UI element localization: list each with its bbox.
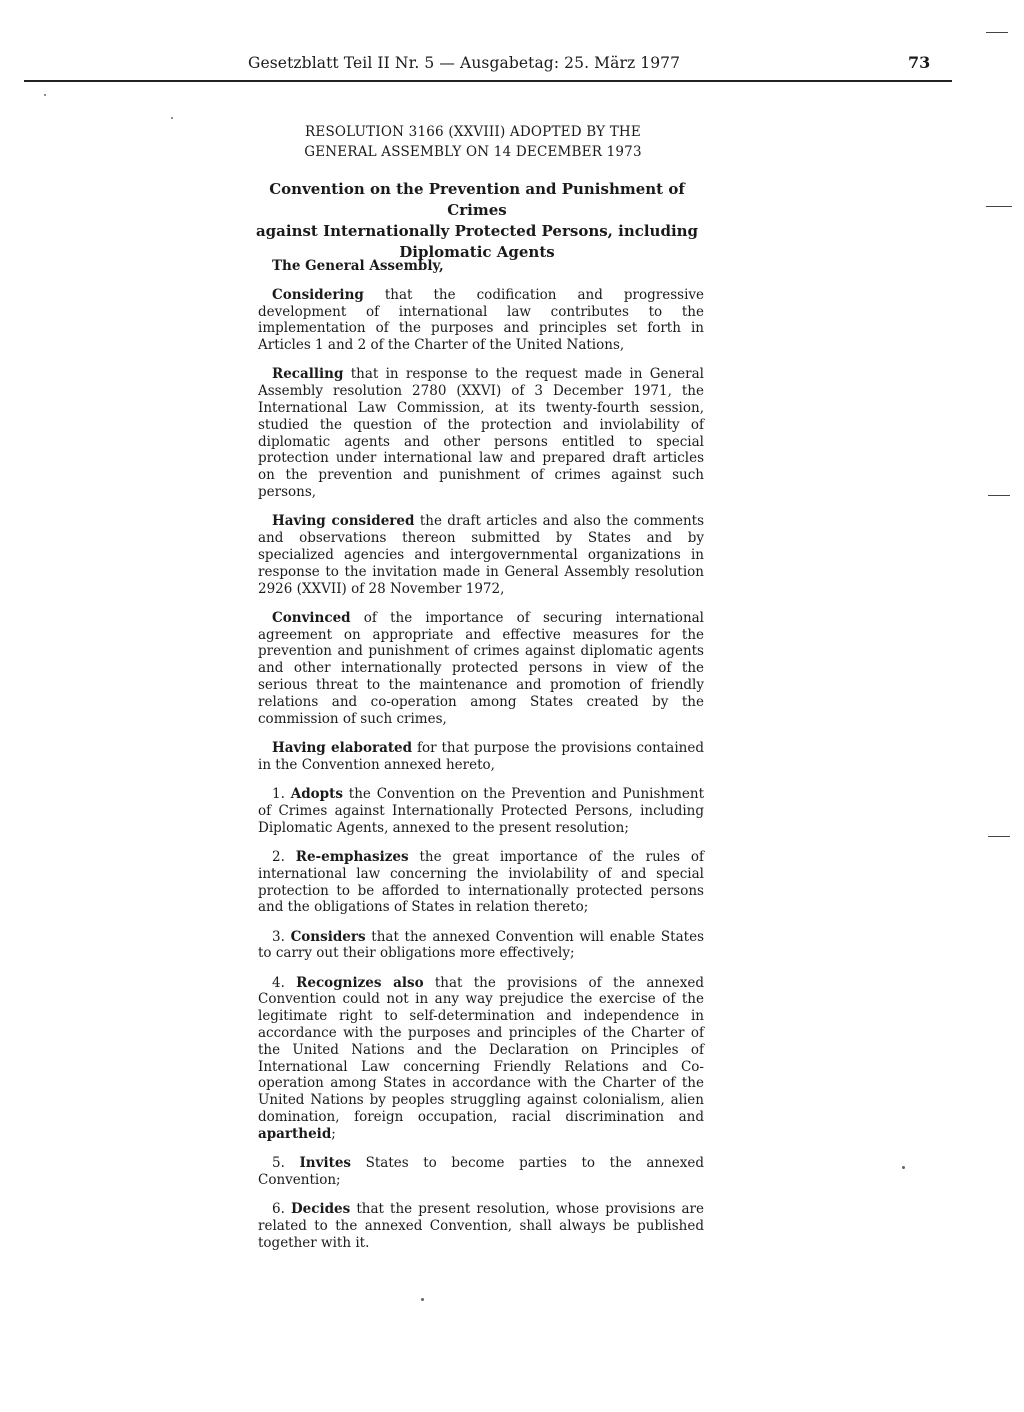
paragraph-text: that the provisions of the annexed Convention could not in any way prejudice the exercise of the legitimate right to self-determination and independence in accordance with the purposes and principles of the Charter of the United Nations and the Declaration on Principles of International Law concerning Friendly Relations and Co-operation among States in accordance with the Charter of the United Nations by peoples struggling against colonialism, alien domination, foreign occupation, racial discrimination and [258, 974, 704, 1126]
paragraph-lead: Having elaborated [272, 739, 413, 756]
resolution-title-line-1: RESOLUTION 3166 (XXVIII) ADOPTED BY THE [305, 124, 641, 140]
operative-paragraph-3 [258, 929, 704, 963]
margin-mark [986, 32, 1008, 33]
paragraph-number: 4. [272, 974, 297, 991]
paragraph-lead: Recognizes also [296, 974, 424, 991]
header-rule [24, 80, 952, 82]
salutation-text: The General Assembly, [272, 258, 444, 274]
paragraph-number: 5. [272, 1155, 300, 1172]
resolution-title-line-2: GENERAL ASSEMBLY ON 14 DECEMBER 1973 [304, 144, 642, 160]
operative-paragraph-6 [258, 1201, 704, 1251]
convention-title-line-1: Convention on the Prevention and Punishment of Crimes [269, 180, 685, 219]
paragraph-lead: Having considered [272, 513, 415, 530]
paragraph-lead: Recalling [272, 366, 344, 383]
resolution-title [258, 122, 688, 162]
paragraph-lead: Re-emphasizes [295, 848, 409, 865]
scan-speck [421, 1298, 424, 1301]
paragraph-text: that the codification and progressive development of international law contributes to the implementation of the purposes and principles set forth in Articles 1 and 2 of the Charter of the United Nations, [258, 286, 704, 354]
page-number: 73 [908, 53, 931, 72]
paragraph-lead: Considering [272, 286, 364, 303]
preamble-recalling [258, 366, 704, 500]
paragraph-lead: Convinced [272, 609, 351, 626]
paragraph-text: for that purpose the provisions contained in the Convention annexed hereto, [258, 739, 704, 773]
paragraph-lead: Decides [290, 1201, 351, 1218]
preamble-convinced [258, 610, 704, 728]
operative-paragraph-1 [258, 786, 704, 836]
operative-paragraph-5 [258, 1155, 704, 1189]
scan-speck [44, 94, 46, 96]
paragraph-lead: Invites [299, 1155, 352, 1172]
paragraph-text: the Convention on the Prevention and Punishment of Crimes against Internationally Protected Persons, including Diplomatic Agents, annexed to the present resolution; [258, 786, 705, 836]
paragraph-text: that in response to the request made in General Assembly resolution 2780 (XXVI) of 3 December 1971, the International Law Commission, at its twenty-fourth session, studied the question of the protection and inviolability of diplomatic agents and other persons entitled to special protection under international law and prepared draft articles on the prevention and punishment of crimes against such persons, [258, 366, 704, 501]
paragraph-lead: Adopts [290, 786, 343, 803]
salutation [258, 258, 704, 275]
margin-mark [988, 495, 1010, 496]
paragraph-tail-bold: apartheid [258, 1125, 332, 1142]
paragraph-text: that the present resolution, whose provisions are related to the annexed Convention, shall always be published together with it. [258, 1201, 704, 1251]
convention-title-line-3: Diplomatic Agents [399, 243, 555, 261]
margin-mark [988, 836, 1010, 837]
paragraph-number: 1. [272, 786, 291, 803]
paragraph-text: that the annexed Convention will enable States to carry out their obligations more effectively; [258, 928, 704, 962]
paragraph-lead: Considers [290, 928, 366, 945]
margin-mark [986, 206, 1012, 207]
scan-speck [171, 117, 173, 119]
preamble-having-considered [258, 513, 704, 597]
paragraph-number: 2. [272, 848, 296, 865]
resolution-body [258, 258, 704, 1264]
preamble-considering [258, 287, 704, 354]
paragraph-tail: ; [331, 1125, 336, 1142]
paragraph-text: of the importance of securing international agreement on appropriate and effective measures for the prevention and punishment of crimes against diplomatic agents and other internationally protected persons in view of the serious threat to the maintenance and promotion of friendly relations and co-operation among States created by the commission of such crimes, [258, 609, 704, 727]
convention-title-line-2: against Internationally Protected Persons, including [255, 222, 699, 240]
paragraph-number: 3. [272, 928, 291, 945]
paragraph-number: 6. [272, 1201, 291, 1218]
operative-paragraph-2 [258, 849, 704, 916]
operative-paragraph-4 [258, 975, 704, 1143]
paragraph-text: States to become parties to the annexed Convention; [258, 1155, 705, 1188]
scan-speck [902, 1166, 905, 1169]
paragraph-text: the great importance of the rules of international law concerning the inviolability of and special protection to be afforded to internationally protected persons and the obligations of States in relation thereto; [258, 848, 704, 916]
paragraph-text: the draft articles and also the comments and observations thereon submitted by States and by specialized agencies and intergovernmental organizations in response to the invitation made in General Assembly resolution 2926 (XXVII) of 28 November 1972, [258, 513, 704, 597]
convention-title [250, 179, 704, 263]
running-title: Gesetzblatt Teil II Nr. 5 — Ausgabetag: 25. März 1977 [248, 54, 681, 72]
preamble-having-elaborated [258, 740, 704, 774]
